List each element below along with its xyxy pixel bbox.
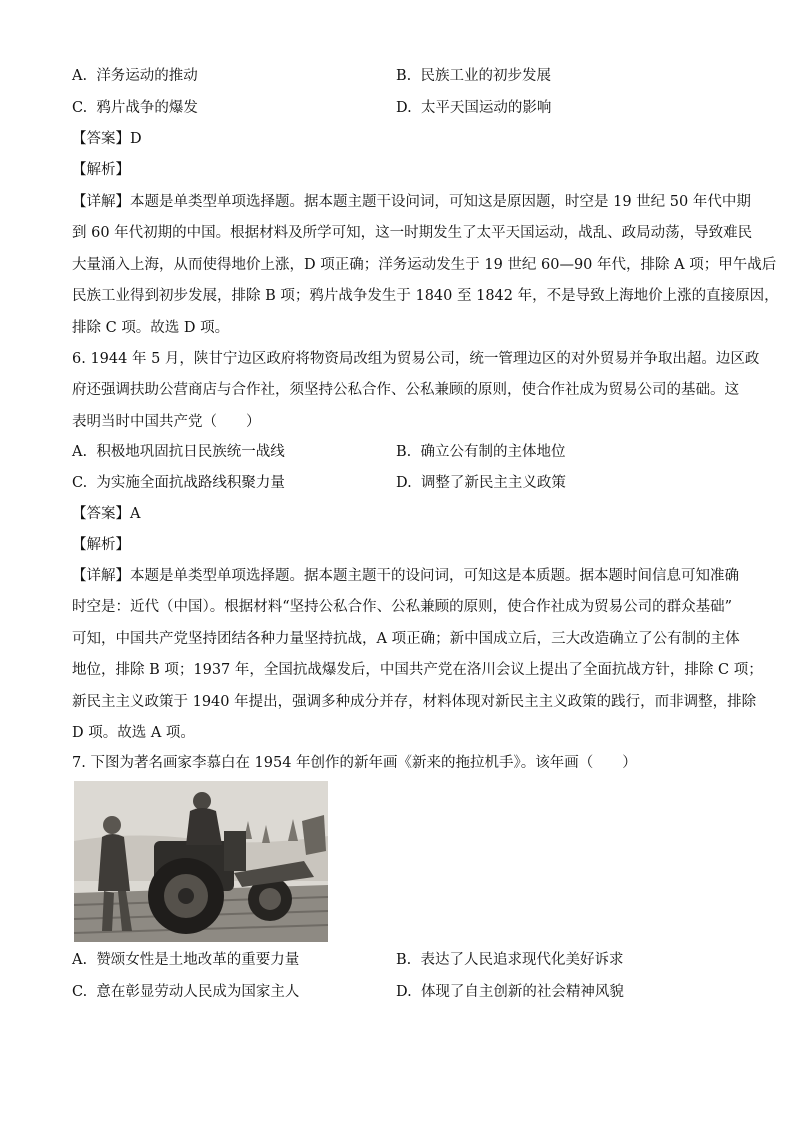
q6-detail-line: 可知，中国共产党坚持团结各种力量坚持抗战，A 项正确；新中国成立后，三大改造确立了公有制的主体 (72, 630, 740, 647)
option-letter: A. (72, 68, 88, 84)
q5-option-a[interactable] (72, 66, 198, 86)
option-letter: B. (396, 952, 412, 968)
option-text: 表达了人民追求现代化美好诉求 (420, 952, 624, 968)
q6-detail-line: D 项。故选 A 项。 (72, 725, 195, 742)
option-letter: D. (396, 984, 412, 1000)
q5-detail-line: 到 60 年代初期的中国。根据材料及所学可知，这一时期发生了太平天国运动，战乱、政局动荡，导致难民 (72, 225, 753, 242)
q6-detail-line: 新民主主义政策于 1940 年提出，强调多种成分并存，材料体现对新民主主义政策的践行，而非调整，排除 (72, 693, 757, 710)
option-letter: A. (72, 952, 88, 968)
q6-option-a[interactable] (72, 442, 285, 462)
option-letter: C. (72, 100, 88, 116)
q6-detail-line: 时空是：近代（中国）。根据材料“坚持公私合作、公私兼顾的原则，使合作社成为贸易公司的群众基础” (72, 599, 733, 616)
q7-stem: 7. 下图为著名画家李慕白在 1954 年创作的新年画《新来的拖拉机手》。该年画（ ） (72, 755, 637, 771)
option-text: 体现了自主创新的社会精神风貌 (420, 984, 624, 1000)
option-text: 确立公有制的主体地位 (420, 444, 566, 460)
painting-illustration (74, 781, 328, 942)
option-text: 鸦片战争的爆发 (96, 100, 198, 116)
q6-stem-line: 6. 1944 年 5 月，陕甘宁边区政府将物资局改组为贸易公司，统一管理边区的对外贸易并争取出超。边区政 (72, 351, 760, 367)
q5-detail-line: 大量涌入上海，从而使得地价上涨，D 项正确；洋务运动发生于 19 世纪 60—90 年代，排除 A 项；甲午战后 (72, 256, 777, 273)
option-letter: B. (396, 68, 412, 84)
option-text: 为实施全面抗战路线积聚力量 (96, 475, 285, 491)
q7-option-c[interactable] (72, 982, 299, 1002)
q7-option-b[interactable] (396, 950, 623, 970)
option-text: 意在彰显劳动人民成为国家主人 (96, 984, 300, 1000)
q5-analysis-label: 【解析】 (72, 162, 130, 178)
option-text: 洋务运动的推动 (96, 68, 198, 84)
option-letter: D. (396, 100, 412, 116)
q6-option-b[interactable] (396, 442, 565, 462)
q7-option-d[interactable] (396, 982, 624, 1002)
option-text: 太平天国运动的影响 (420, 100, 552, 116)
q5-answer: 【答案】D (72, 131, 142, 147)
option-text: 赞颂女性是土地改革的重要力量 (96, 952, 300, 968)
q5-detail-line: 【详解】本题是单类型单项选择题。据本题主题干设问词，可知这是原因题，时空是 19 世纪 50 年代中期 (72, 194, 751, 210)
option-text: 调整了新民主主义政策 (420, 475, 566, 491)
q6-stem-line: 府还强调扶助公营商店与合作社，须坚持公私合作、公私兼顾的原则，使合作社成为贸易公司的基础。这 (72, 382, 739, 399)
option-letter: B. (396, 444, 412, 460)
q5-option-b[interactable] (396, 66, 551, 86)
option-text: 积极地巩固抗日民族统一战线 (96, 444, 285, 460)
new-tractor-driver-painting (74, 781, 328, 942)
q5-option-d[interactable] (396, 98, 551, 118)
q5-detail-line: 民族工业得到初步发展，排除 B 项；鸦片战争发生于 1840 至 1842 年，不是导致上海地价上涨的直接原因， (72, 288, 779, 305)
q6-detail-line: 地位，排除 B 项；1937 年，全国抗战爆发后，中国共产党在洛川会议上提出了全面抗战方针，排除 C 项； (72, 662, 763, 679)
option-letter: A. (72, 444, 88, 460)
q6-answer: 【答案】A (72, 506, 141, 522)
option-letter: C. (72, 984, 88, 1000)
q6-detail-line: 【详解】本题是单类型单项选择题。据本题主题干的设问词，可知这是本质题。据本题时间信息可知准确 (72, 568, 739, 584)
q5-option-c[interactable] (72, 98, 198, 118)
q6-analysis-label: 【解析】 (72, 537, 130, 553)
q6-option-d[interactable] (396, 473, 566, 493)
q6-stem-line: 表明当时中国共产党（ ） (72, 413, 261, 430)
q7-option-a[interactable] (72, 950, 299, 970)
q6-stem (72, 344, 760, 438)
option-letter: D. (396, 475, 412, 491)
option-text: 民族工业的初步发展 (420, 68, 551, 84)
option-letter: C. (72, 475, 88, 491)
q5-detail-line: 排除 C 项。故选 D 项。 (72, 319, 230, 336)
q6-detail (72, 561, 763, 749)
q6-option-c[interactable] (72, 473, 285, 493)
q5-detail (72, 187, 779, 344)
